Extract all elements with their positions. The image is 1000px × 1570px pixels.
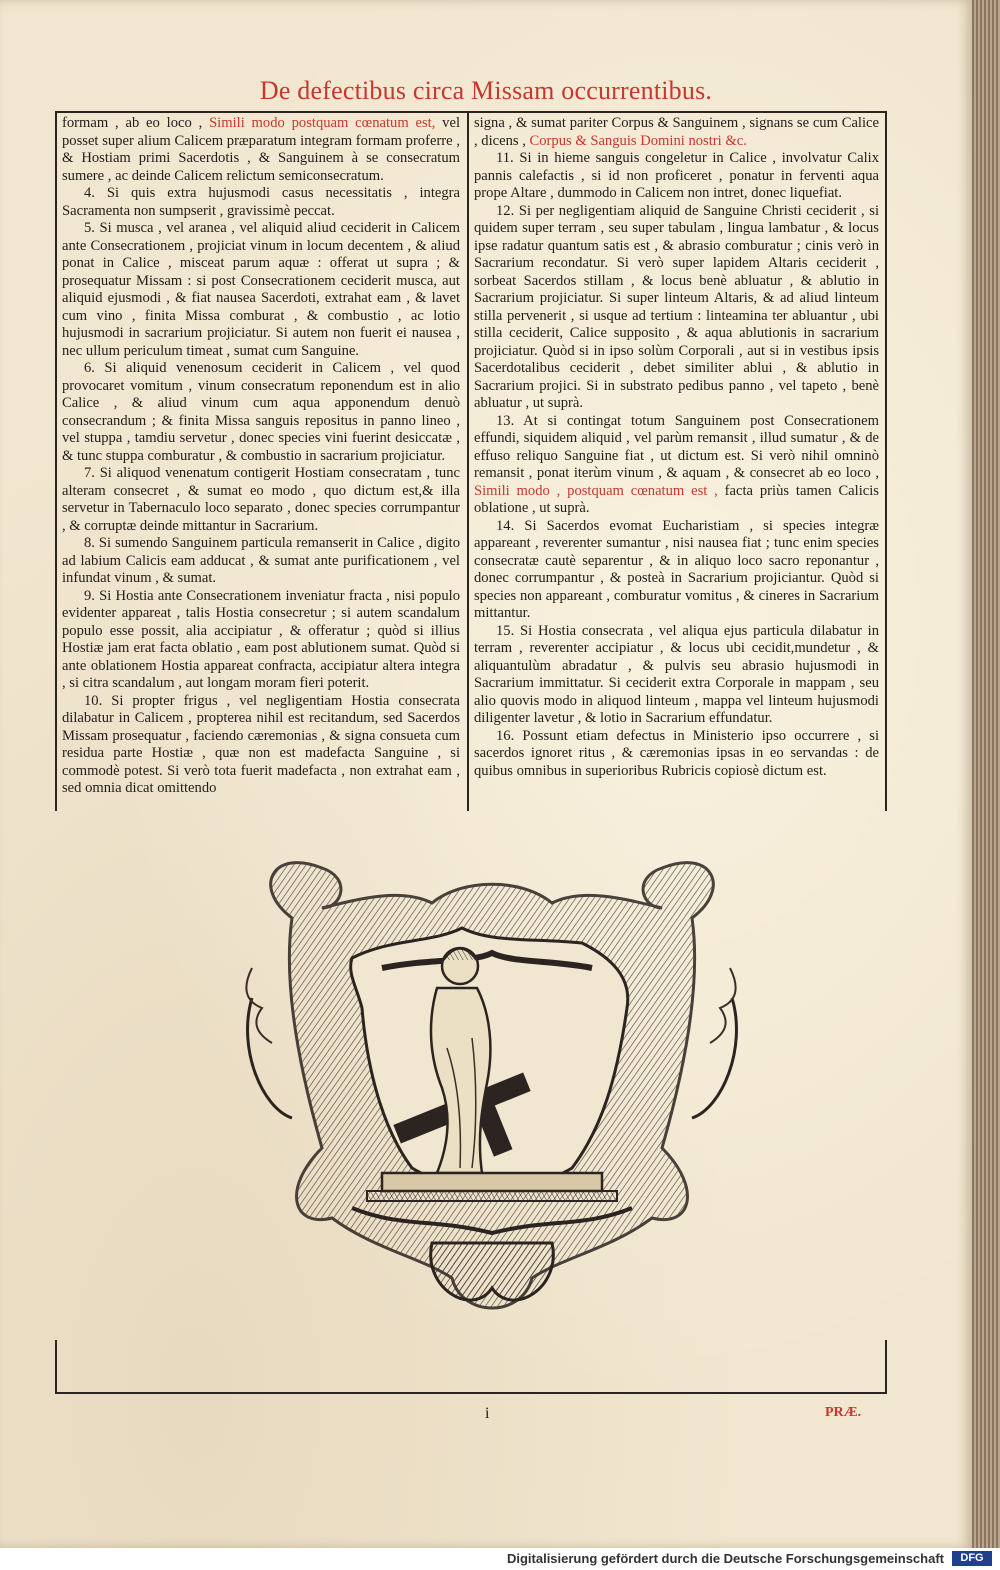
left-frame-rule-lower (55, 1340, 57, 1394)
bottom-rule (55, 1392, 886, 1394)
rubric-paragraph (62, 220, 460, 360)
paragraph-text: 16. Possunt etiam defectus in Ministerio ipso occurrere , si sacerdos ignoret ritus , & cæremonias ipsas in eo servandas : de quibus omnibus in superioribus Rubricis copiosè dictum est. (474, 727, 879, 779)
rubric-paragraph (474, 728, 879, 781)
rubric-paragraph (62, 115, 460, 185)
right-text-column (474, 115, 879, 808)
paragraph-text: 12. Si per negligentiam aliquid de Sanguine Christi ceciderit , si quidem super terram , seu super tabulam , lingua lambatur , & locus ipse radatur quantum satis est , & abrasio comburatur ; cinis verò in Sacrarium recondatur. Si verò super lapidem Altaris ceciderit , sorbeat Sacerdos stillam , & locus benè abluatur , & ablutio in Sacrarium projiciatur. Si super linteum Altaris, & ad aliud linteum stilla pervenerit , si usque ad tertium : linteamina ter abluantur , ubi stilla ceciderit, Calice supposito , & aqua ablutionis in sacrarium projiciatur. Quòd si in ipso solùm Corporali , aut si in vestibus ipsis Sacerdotalibus ceciderit , debet similiter ablui , & ablutio in Sacrarium projici. Si in substrato pedibus panno , vel tapeto , benè abluatur , ut suprà. (474, 202, 879, 411)
left-frame-rule (55, 111, 57, 811)
top-rule (55, 111, 886, 113)
right-frame-rule-lower (885, 1340, 887, 1394)
digitization-footer (0, 1548, 1000, 1570)
paragraph-text: 15. Si Hostia consecrata , vel aliqua ejus particula dilabatur in terram , reverenter accipiatur , & locus ubi cecidit,mundetur , & aliquantulùm abradatur , & pulvis seu abrasio hujusmodi in Sacrarium immittatur. Si ceciderit extra Corporale in mappam , seu alio quovis modo in aliquod linteum , mappa vel linteum hujusmodi diligenter lavetur , & lotio in Sacrarium effundatur. (474, 622, 879, 726)
rubric-paragraph (62, 693, 460, 798)
paragraph-text: 7. Si aliquod venenatum contigerit Hostiam consecratam , tunc alteram consecret , & sumat eo modo , quo dictum est,& illa servetur in Tabernaculo loco separato , donec species corrumpantur , & corruptæ deinde mittantur in Sacrarium. (62, 465, 460, 534)
putto-with-cross-cartouche-icon (232, 848, 752, 1338)
paragraph-text: 4. Si quis extra hujusmodi casus necessitatis , integra Sacramenta non sumpserit , gravissimè peccat. (62, 185, 460, 219)
right-frame-rule (885, 111, 887, 811)
rubric-red-text: Simili modo postquam cœnatum est, (209, 115, 436, 131)
funding-credit: Digitalisierung gefördert durch die Deutsche Forschungsgemeinschaft (506, 1551, 944, 1566)
left-text-column (62, 115, 460, 808)
paragraph-text: 5. Si musca , vel aranea , vel aliquid aliud ceciderit in Calicem ante Consecrationem , projiciat vinum in locum decentem , & aliud ponat in Calice , misceat parum aquæ : offerat ut supra ; & prosequatur Missam : si post Consecrationem ceciderit musca, aut aliquid ejusmodi , & fiat nausea Sacerdoti, extrahat eam , & lavet cum vino , finita Missa comburat , & combustio , ac lotio hujusmodi in sacrarium projiciatur. Si autem non fuerit ei nausea , nec ullum periculum timeat , sumat cum Sanguine. (62, 220, 460, 359)
rubric-paragraph (62, 465, 460, 535)
paragraph-text: facta priùs tamen Calicis oblatione , ut suprà. (474, 482, 879, 516)
dfg-logo: DFG (952, 1551, 992, 1566)
rubric-paragraph (62, 360, 460, 465)
rubric-paragraph (474, 203, 879, 413)
column-divider (467, 111, 469, 811)
page-edges (972, 0, 1000, 1548)
rubric-paragraph (62, 185, 460, 220)
rubric-paragraph (474, 115, 879, 150)
running-title: De defectibus circa Missam occurrentibus. (259, 76, 713, 105)
paragraph-text: 8. Si sumendo Sanguinem particula remanserit in Calice , digito ad labium Calicis eam adducat , & sumat ante purificationem , vel infundat vinum , & sumat. (62, 535, 460, 586)
paragraph-text: signa , & sumat pariter Corpus & Sanguinem , signans se cum Calice , dicens , (474, 115, 879, 149)
paragraph-text: 11. Si in hieme sanguis congeletur in Calice , involvatur Calix pannis calefactis , si id non proficeret , ponatur in ferventi aqua prope Altare , dummodo in Calicem non intret, donec liquefiat. (474, 150, 879, 201)
signature-mark: i (485, 1405, 490, 1422)
paragraph-text: 14. Si Sacerdos evomat Eucharistiam , si species integræ appareant , reverenter sumantur , nisi nausea fiat ; tunc enim species consecratæ cautè separentur , & in aliquo loco sacro reponantur , donec corrumpantur , & posteà in Sacrarium projiciantur. Quòd si species non appareant , comburatur vomitus , & cineres in Sacrarium mittantur. (474, 517, 879, 621)
rubric-paragraph (474, 150, 879, 203)
paragraph-text: formam , ab eo loco , (62, 115, 210, 131)
rubric-paragraph (474, 518, 879, 623)
rubric-red-text: Simili modo , postquam cœnatum est , (474, 482, 718, 499)
rubric-paragraph (474, 413, 879, 518)
paragraph-text: vel posset super alium Calicem præparatum integram formam proferre , & Hostiam primi Sacerdotis , & Sanguinem à se consecratum sumere , ac deinde Calicem relictum semiconsecratum. (62, 115, 460, 184)
paragraph-text: 9. Si Hostia ante Consecrationem inveniatur fracta , nisi populo evidenter appareat , talis Hostia consecretur ; si autem scandalum populo esse possit, alia accipiatur , & offeratur ; quòd si illius Hostiæ jam erat facta oblatio , eam post ablutionem sumat. Quòd si ante oblationem Hostia appareat confracta, accipiatur altera integra , si citra scandalum , aut longam moram fieri poterit. (62, 587, 460, 691)
paragraph-text: 13. At si contingat totum Sanguinem post Consecrationem effundi, siquidem aliquid , vel parùm remansit , illud sumatur , & de effuso reliquo Sanguine fiat , ut dictum est. Si verò nihil omninò remansit , ponat iterùm vinum , & aquam , & consecret ab eo loco , (474, 412, 879, 481)
paragraph-text: 10. Si propter frigus , vel negligentiam Hostia consecrata dilabatur in Calicem , propterea nihil est recitandum, sed Sacerdos Missam prosequatur , faciendo cæremonias , & signa consueta cum residua parte Hostiæ , quæ non est madefacta Sanguine , si commodè potest. Si verò tota fuerit madefacta , non extrahat eam , sed omnia dicat omittendo (62, 692, 460, 796)
rubric-paragraph (62, 588, 460, 693)
paragraph-text: 6. Si aliquid venenosum ceciderit in Calicem , vel quod provocaret vomitum , vinum consecratum reponendum est in alio Calice , & aliud vinum cum aqua apponendum denuò consecrandum ; & finita Missa sanguis repositus in panno lineo , vel stuppa , tamdiu servetur , donec species vini fuerint desiccatæ , & tunc stuppa comburatur , & combustio in sacrarium projiciatur. (62, 360, 460, 464)
rubric-red-text: Corpus & Sanguis Domini nostri &c. (529, 132, 747, 149)
catchword: PRÆ. (825, 1405, 862, 1420)
rubric-paragraph (474, 623, 879, 728)
rubric-paragraph (62, 535, 460, 588)
